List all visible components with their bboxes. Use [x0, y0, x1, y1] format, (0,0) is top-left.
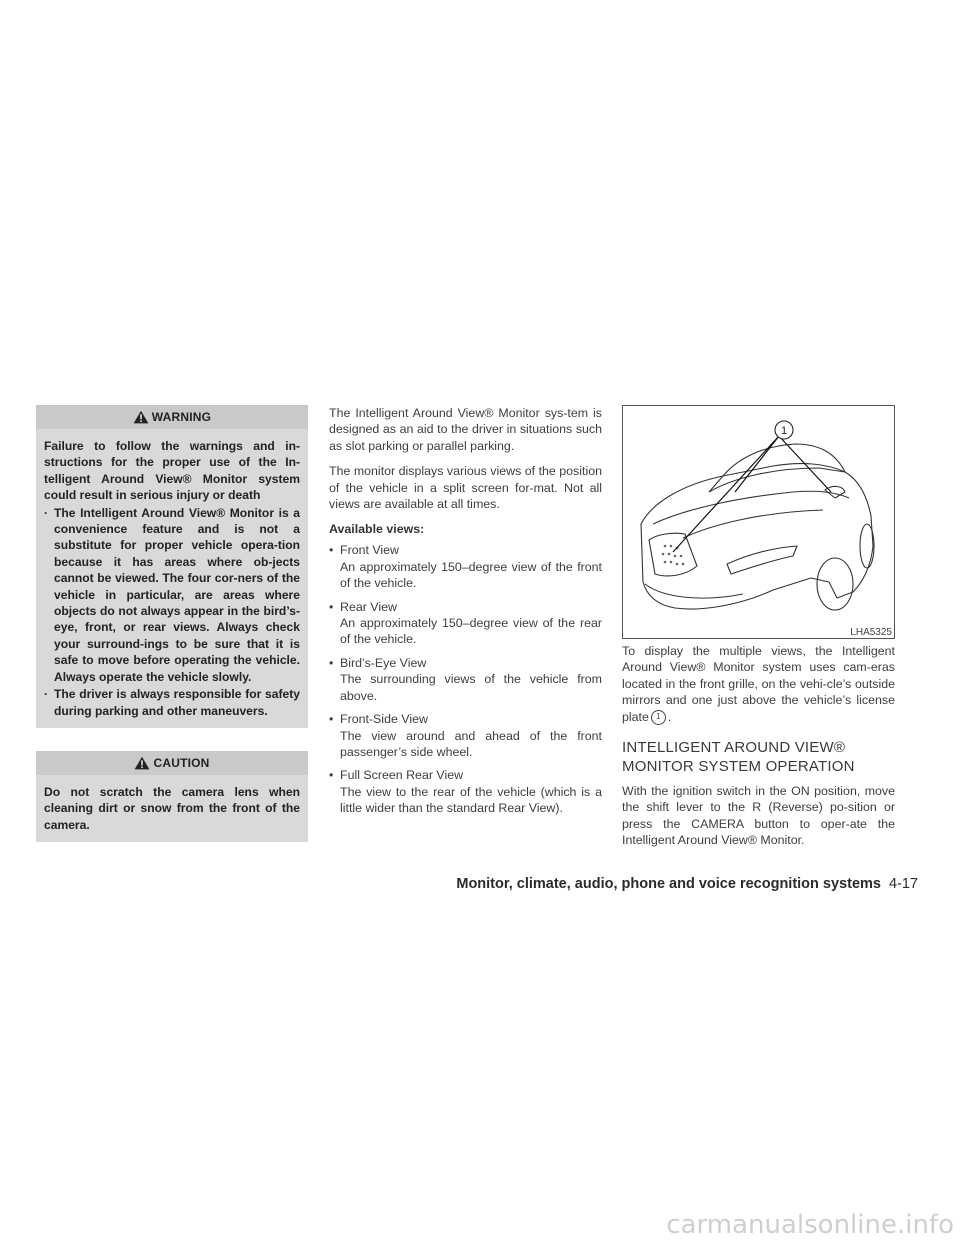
view-description: The view around and ahead of the front passenger’s side wheel. — [340, 728, 602, 759]
camera-paragraph-end: . — [667, 709, 672, 724]
available-views-heading: Available views: — [329, 522, 425, 537]
monitor-paragraph: The monitor displays various views of the position of the vehicle in a split screen for-mat. Not all views are available at all times. — [329, 464, 602, 512]
camera-paragraph — [622, 643, 895, 725]
car-illustration — [623, 406, 894, 638]
operation-paragraph: With the ignition switch in the ON position, move the shift lever to the R (Reverse) po-sition or press the CAMERA button to oper-ate the Intelligent Around View® Monitor. — [622, 784, 895, 848]
callout-1-icon: 1 — [651, 710, 666, 725]
view-item: • Full Screen Rear View The view to the rear of the vehicle (which is a little wider than the standard Rear View). — [329, 768, 602, 816]
figure-code: LHA5325 — [850, 627, 892, 638]
view-name: Bird’s-Eye View — [340, 655, 427, 670]
figure-callout: 1 — [780, 425, 788, 437]
warning-bullet-text: The driver is always responsible for safety during parking and other maneuvers. — [54, 687, 300, 718]
view-description: The view to the rear of the vehicle (which is a little wider than the standard Rear View). — [340, 784, 602, 816]
view-name: Front View — [340, 543, 399, 558]
view-name: Full Screen Rear View — [340, 768, 464, 783]
watermark: carmanualsonline.info — [666, 1210, 954, 1240]
caution-title: CAUTION — [153, 755, 210, 770]
view-item: • Rear View An approximately 150–degree view of the rear of the vehicle. — [329, 599, 602, 647]
camera-paragraph-text: To display the multiple views, the Intelligent Around View® Monitor system uses cam-eras located in the front grille, on the vehi-cle’s outside mirrors and one just above the vehicle’s license plate — [622, 644, 895, 724]
view-item: • Front-Side View The view around and ahead of the front passenger’s side wheel. — [329, 712, 602, 759]
intro-paragraph: The Intelligent Around View® Monitor sys-tem is designed as an aid to the driver in situations such as slot parking or parallel parking. — [329, 406, 602, 453]
left-column — [36, 405, 308, 842]
view-description: The surrounding views of the vehicle from above. — [340, 672, 602, 703]
warning-bullet-text: The Intelligent Around View® Monitor is a convenience feature and is not a substitute for proper vehicle opera-tion because it has areas where ob-jects cannot be viewed. The four cor-ners of the vehicle in particular, are areas where objects do not always appear in the bird’s-eye, front, or rear views. Always check your surround-ings to be sure that it is safe to move before operating the vehicle. Always operate the vehicle slowly. — [54, 505, 300, 684]
page-footer — [456, 876, 918, 892]
view-item: • Bird’s-Eye View The surrounding views of the vehicle from above. — [329, 655, 602, 703]
right-column — [622, 405, 895, 858]
section-heading — [622, 738, 895, 776]
caution-box — [36, 751, 308, 842]
caution-text: Do not scratch the camera lens when cleaning dirt or snow from the front of the camera. — [44, 784, 300, 832]
view-name: Rear View — [340, 599, 397, 614]
section-heading-line1: INTELLIGENT AROUND VIEW® — [622, 739, 846, 757]
warning-triangle-icon — [133, 410, 149, 424]
warning-intro: Failure to follow the warnings and in-structions for the proper use of the In-telligent Around View® Monitor system could result in serious injury or death — [44, 439, 300, 503]
view-description: An approximately 150–degree view of the front of the vehicle. — [340, 559, 602, 591]
footer-section-title: Monitor, climate, audio, phone and voice recognition systems — [456, 876, 881, 892]
warning-title: WARNING — [151, 410, 212, 424]
camera-location-figure — [622, 405, 895, 639]
warning-triangle-icon — [134, 756, 150, 770]
view-description: An approximately 150–degree view of the rear of the vehicle. — [340, 616, 602, 647]
section-heading-line2: MONITOR SYSTEM OPERATION — [622, 758, 855, 776]
warning-box — [36, 405, 308, 728]
warning-bullet: · The Intelligent Around View® Monitor is a convenience feature and is not a substitute for proper vehicle opera-tion because it has areas where ob-jects cannot be viewed. The four cor-ners of the vehicle in particular, are areas where objects do not always appear in the bird’s-eye, front, or rear views. Always check your surround-ings to be sure that it is safe to move before operating the vehicle. Always operate the vehicle slowly. — [44, 505, 300, 684]
warning-bullet: · The driver is always responsible for safety during parking and other maneuvers. — [44, 687, 300, 718]
page-number: 4-17 — [888, 876, 918, 892]
warning-header — [36, 405, 308, 429]
caution-header — [36, 751, 308, 775]
view-item: • Front View An approximately 150–degree view of the front of the vehicle. — [329, 543, 602, 591]
view-name: Front-Side View — [340, 712, 428, 727]
middle-column — [329, 405, 602, 824]
